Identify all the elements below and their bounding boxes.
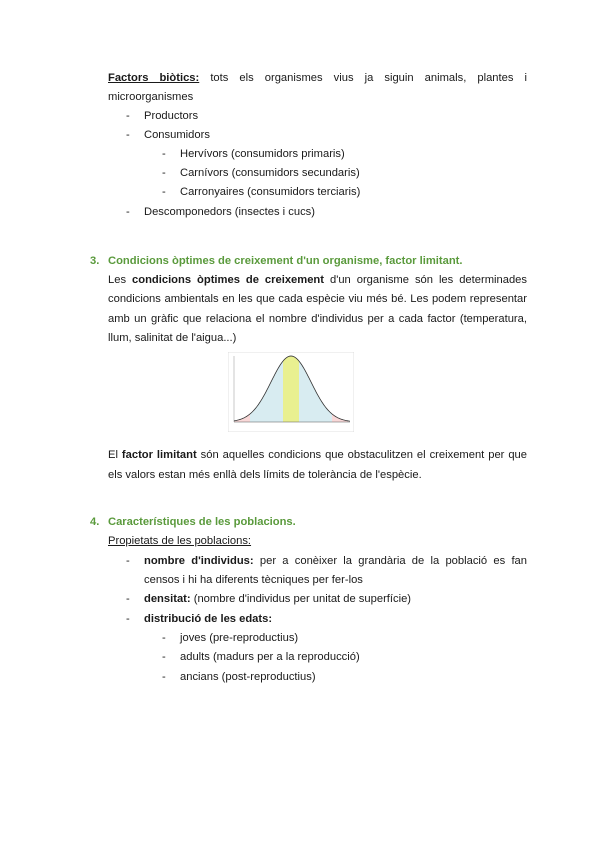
list-item: Descomponedors (insectes i cucs) — [144, 206, 315, 218]
biotic-intro-line2: microorganismes — [108, 91, 194, 103]
list-item: ancians (post-reproductius) — [180, 671, 316, 683]
section-heading: Característiques de les poblacions. — [108, 516, 296, 528]
list-item — [144, 593, 411, 605]
paragraph-line: els valors estan més enllà dels límits de tolerància de l'espècie. — [108, 469, 422, 481]
text-run: d'un organisme són les determinades — [329, 274, 527, 286]
list-item: adults (madurs per a la reproducció) — [180, 651, 360, 663]
paragraph-line — [108, 449, 527, 461]
text-run: són aquelles condicions que obstaculitzen el creixement per que — [200, 449, 528, 461]
list-item: Carronyaires (consumidors terciaris) — [180, 186, 361, 198]
paragraph-line — [108, 274, 527, 286]
zone-optimal — [283, 356, 299, 422]
text-run: (nombre d'individus per unitat de superfície) — [193, 593, 412, 605]
list-item-continuation: censos i hi ha diferents tècniques per fer-los — [144, 574, 363, 586]
tolerance-chart — [228, 352, 354, 432]
list-dash: - — [126, 555, 130, 567]
list-dash: - — [162, 186, 166, 198]
text-run: El — [108, 449, 118, 461]
list-dash: - — [162, 651, 166, 663]
list-item: Consumidors — [144, 129, 210, 141]
list-dash: - — [126, 593, 130, 605]
bold-term: factor limitant — [121, 449, 197, 461]
text-run: Les — [108, 274, 127, 286]
bold-term: densitat: — [144, 593, 191, 605]
list-dash: - — [162, 632, 166, 644]
list-dash: - — [126, 110, 130, 122]
list-dash: - — [162, 671, 166, 683]
list-item: Productors — [144, 110, 199, 122]
list-item: joves (pre-reproductius) — [180, 632, 299, 644]
list-dash: - — [162, 148, 166, 160]
section-number: 3. — [90, 255, 100, 267]
subheading: Propietats de les poblacions: — [108, 535, 252, 547]
list-dash: - — [126, 206, 130, 218]
bold-term: nombre d'individus: — [144, 555, 254, 567]
bold-term: distribució de les edats: — [144, 613, 273, 625]
section-heading: Condicions òptimes de creixement d'un organisme, factor limitant. — [108, 255, 463, 267]
list-dash: - — [162, 167, 166, 179]
paragraph-line: llum, salinitat de l'aigua...) — [108, 332, 237, 344]
list-item: Hervívors (consumidors primaris) — [180, 148, 345, 160]
list-item — [144, 555, 527, 567]
text-run: per a conèixer la grandària de la població es fan — [259, 555, 528, 567]
bold-term: condicions òptimes de creixement — [132, 274, 324, 286]
list-dash: - — [126, 613, 130, 625]
paragraph-line: condicions ambientals en les que cada espècie viu més bé. Les podem representar — [108, 293, 527, 305]
biotic-intro-line1 — [108, 72, 527, 84]
section-number: 4. — [90, 516, 100, 528]
list-dash: - — [126, 129, 130, 141]
biotic-text: tots els organismes vius ja siguin animals, plantes i — [210, 72, 527, 84]
biotic-title: Factors biòtics: — [108, 72, 200, 84]
list-item — [144, 613, 272, 625]
paragraph-line: amb un gràfic que relaciona el nombre d'individus per a cada factor (temperatura, — [108, 313, 527, 325]
list-item: Carnívors (consumidors secundaris) — [180, 167, 360, 179]
